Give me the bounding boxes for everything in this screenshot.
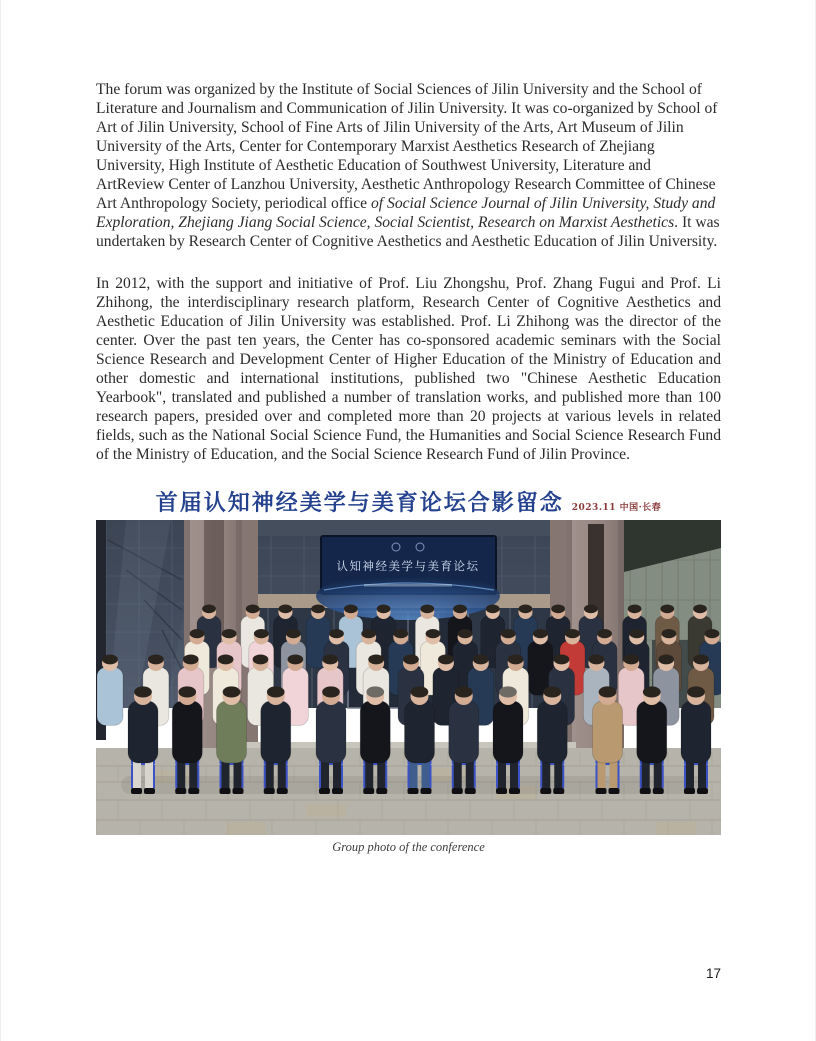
entrance-beam	[258, 520, 550, 536]
conference-figure	[96, 486, 721, 855]
banner-title: 首届认知神经美学与美育论坛合影留念	[155, 490, 564, 516]
screen-title: 认知神经美学与美育论坛	[336, 559, 480, 573]
screen-subtext	[364, 584, 452, 587]
led-screen	[316, 536, 500, 620]
body-text-run: The forum was organized by the Institute of Social Sciences of Jilin University and the School of Literature and Journalism and Communication of Jilin University. It was co-organized by School of Art of Jilin University, School of Fine Arts of Jilin University of the Arts, Art Museum of Jilin University of the Arts, Center for Contemporary Marxist Aesthetics Research of Zhejiang University, High Institute of Aesthetic Education of Southwest University, Literature and ArtReview Center of Lanzhou University, Aesthetic Anthropology Research Committee of Chinese Art Anthropology Society, periodical office	[96, 81, 718, 212]
photo-banner	[96, 486, 721, 520]
photo-caption: Group photo of the conference	[332, 840, 485, 854]
banner-date-location: 2023.11 中国·长春	[571, 503, 662, 513]
paragraph-forum-organizers	[96, 80, 721, 251]
body-text-run: . It was undertaken by Research Center of Cognitive Aesthetics and Aesthetic Education of Jilin University.	[96, 214, 720, 250]
conference-photo	[96, 520, 721, 835]
paragraph-center-history: In 2012, with the support and initiative of Prof. Liu Zhongshu, Prof. Zhang Fugui and Prof. Li Zhihong, the interdisciplinary research platform, Research Center of Cognitive Aesthetics and Aesthetic Education of Jilin University was established. Prof. Li Zhihong was the director of the center. Over the past ten years, the Center has co-sponsored academic seminars with the Social Science Research and Development Center of Higher Education of the Ministry of Education and other domestic and international institutions, published two "Chinese Aesthetic Education Yearbook", translated and published a number of translation works, and published more than 100 research papers, presided over and completed more than 20 projects at various levels in related fields, such as the National Social Science Fund, the Humanities and Social Science Research Fund of the Ministry of Education, and the Social Science Research Fund of Jilin Province.	[96, 275, 721, 463]
page-content	[96, 80, 721, 855]
journal-titles-italic: of Social Science Journal of Jilin University, Study and Exploration, Zhejiang Jiang Social Science, Social Scientist, Research on Marxist Aesthetics	[96, 195, 716, 231]
page-number: 17	[705, 966, 721, 981]
